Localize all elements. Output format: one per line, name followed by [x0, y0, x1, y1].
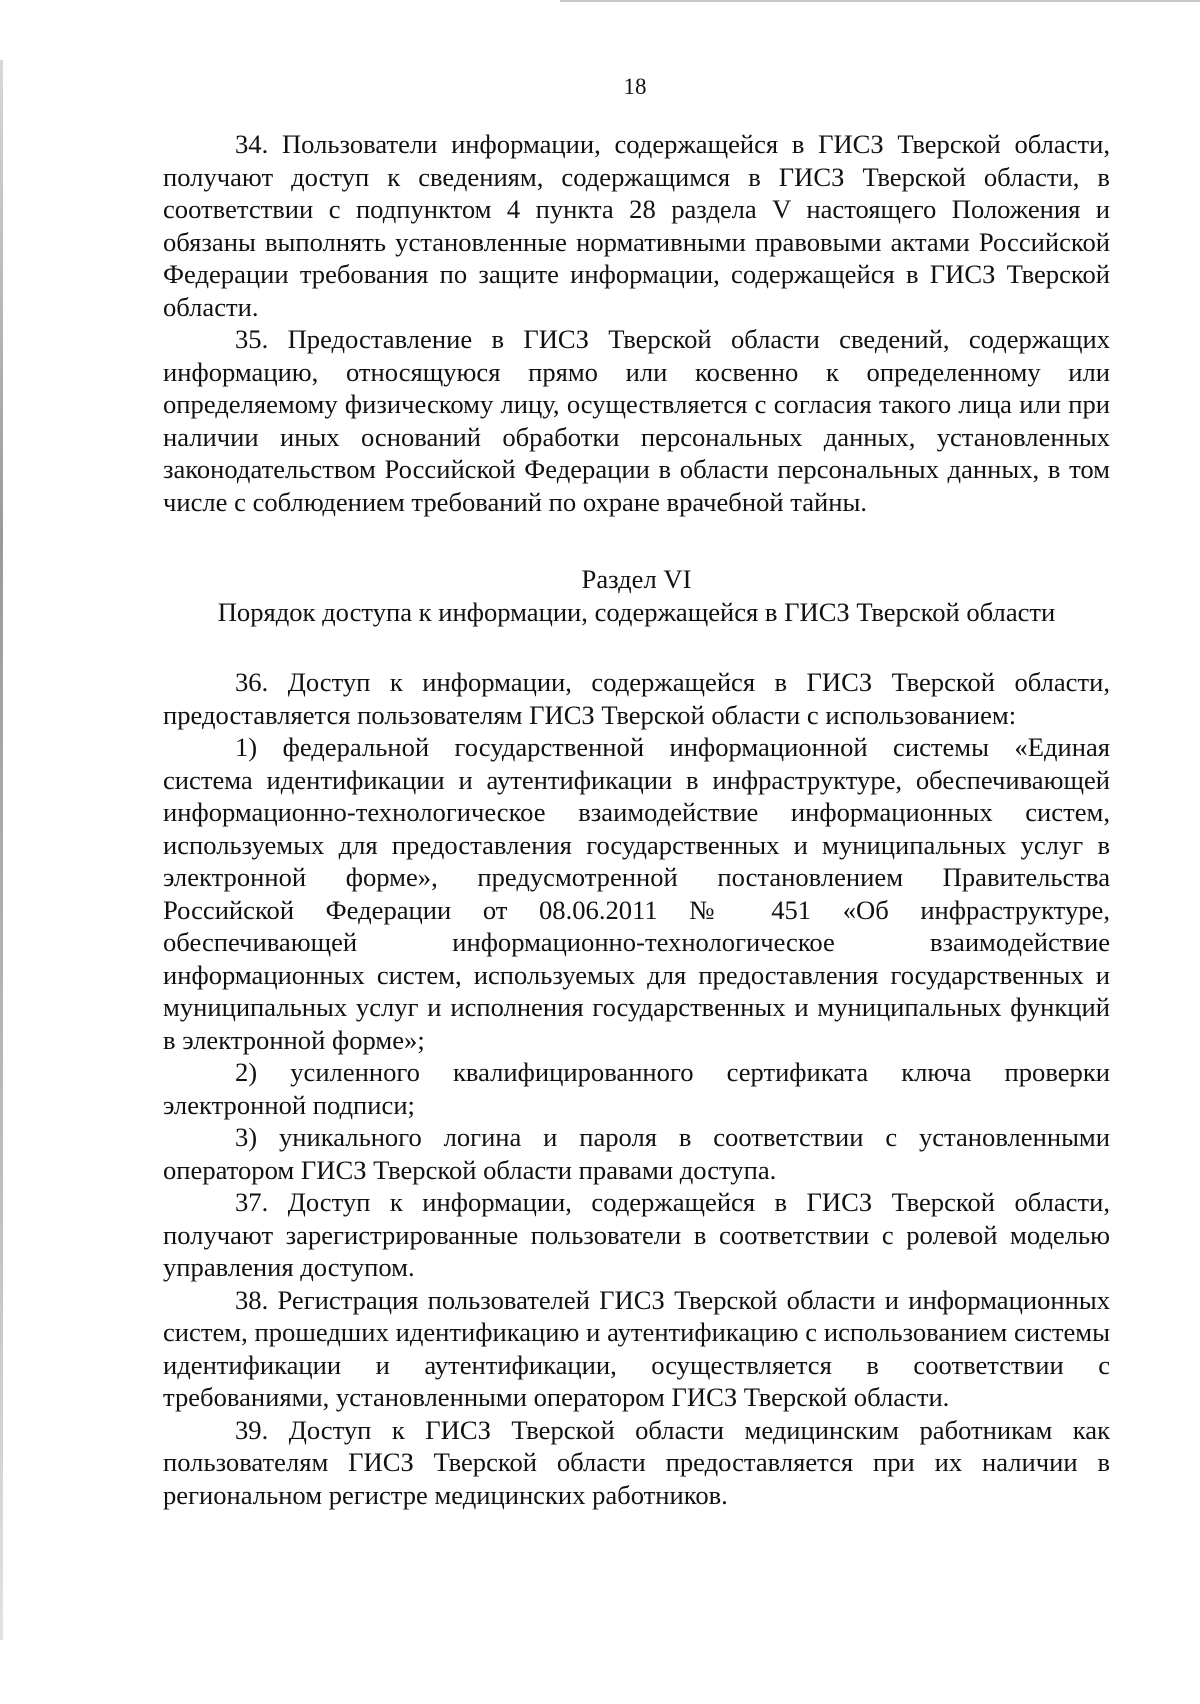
- list-item-3: 3) уникального логина и пароля в соответствии с установленными оператором ГИСЗ Тверской области правами доступа.: [163, 1122, 1110, 1185]
- list-item-1: 1) федеральной государственной информационной системы «Единая система идентификации и аутентификации в инфраструктуре, обеспечивающей информационно-технологическое взаимодействие информационных систем, используемых для предоставления государственных и муниципальных услуг в электронной форме», предусмотренной постановлением Правительства Российской Федерации от 08.06.2011 № 451 «Об инфраструктуре, обеспечивающей информационно-технологическое взаимодействие информационных систем, используемых для предоставления государственных и муниципальных услуг и исполнения государственных и муниципальных функций в электронной форме»;: [163, 732, 1110, 1055]
- section-heading: [113, 563, 1160, 628]
- paragraph-35: 35. Предоставление в ГИСЗ Тверской области сведений, содержащих информацию, относящуюся прямо или косвенно к определенному или определяемому физическому лицу, осуществляется с согласия такого лица или при наличии иных оснований обработки персональных данных, установленных законодательством Российской Федерации в области персональных данных, в том числе с соблюдением требований по охране врачебной тайны.: [163, 324, 1110, 517]
- scan-edge-left: [0, 60, 3, 1640]
- list-item-2: 2) усиленного квалифицированного сертификата ключа проверки электронной подписи;: [163, 1057, 1110, 1120]
- paragraph-39: 39. Доступ к ГИСЗ Тверской области медицинским работникам как пользователям ГИСЗ Тверской области предоставляется при их наличии в региональном регистре медицинских работников.: [163, 1414, 1110, 1510]
- page-number: 18: [623, 74, 647, 99]
- paragraph-34: 34. Пользователи информации, содержащейся в ГИСЗ Тверской области, получают доступ к сведениям, содержащимся в ГИСЗ Тверской области, в соответствии с подпунктом 4 пункта 28 раздела V настоящего Положения и обязаны выполнять установленные нормативными правовыми актами Российской Федерации требования по защите информации, содержащейся в ГИСЗ Тверской области.: [163, 129, 1110, 322]
- document-body: [163, 128, 1110, 1511]
- paragraph-38: 38. Регистрация пользователей ГИСЗ Тверской области и информационных систем, прошедших идентификацию и аутентификацию с использованием системы идентификации и аутентификации, осуществляется в соответствии с требованиями, установленными оператором ГИСЗ Тверской области.: [163, 1284, 1110, 1412]
- paragraph-37: 37. Доступ к информации, содержащейся в ГИСЗ Тверской области, получают зарегистрированные пользователи в соответствии с ролевой моделью управления доступом.: [163, 1187, 1110, 1282]
- paragraph-36: 36. Доступ к информации, содержащейся в ГИСЗ Тверской области, предоставляется пользователям ГИСЗ Тверской области с использованием:: [163, 667, 1110, 730]
- section-title: Порядок доступа к информации, содержащейся в ГИСЗ Тверской области: [217, 596, 1056, 627]
- scan-edge-top: [560, 0, 1200, 2]
- section-label: Раздел VI: [581, 564, 692, 594]
